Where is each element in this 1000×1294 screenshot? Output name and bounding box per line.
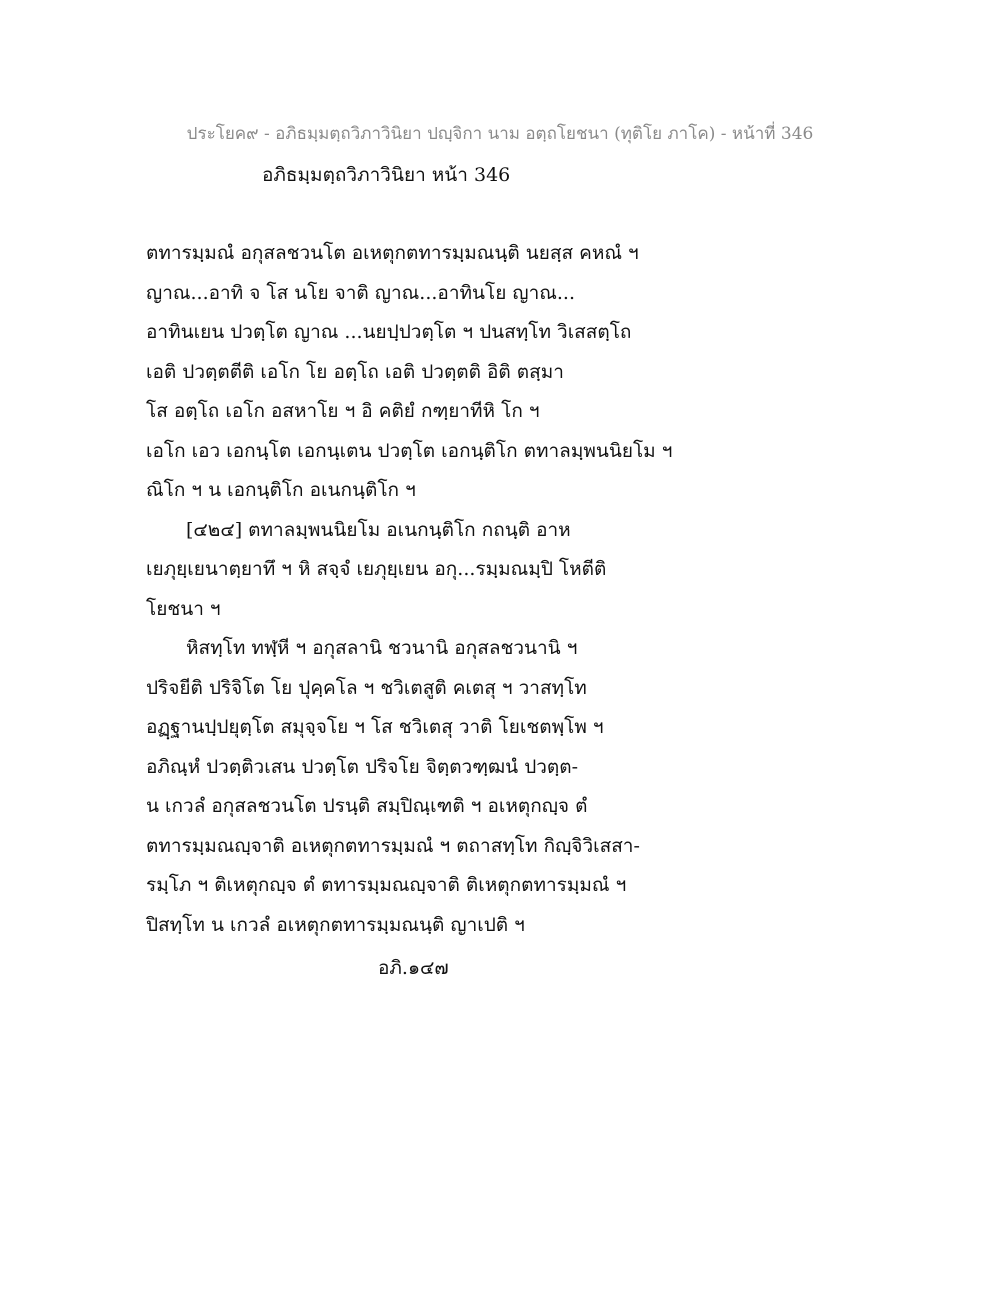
text-line: เยภุยฺเยนาตฺยาทึ ฯ หิ สจฺจํ เยภุยฺเยน อกุ...รมฺมณมฺปิ โหตีติ: [146, 558, 607, 580]
text-line: อภิณฺหํ ปวตฺติวเสน ปวตฺโต ปริจโย จิตฺตวฑฺฒนํ ปวตฺต-: [146, 755, 579, 778]
text-line: เอติ ปวตฺตตีติ เอโก โย อตฺโถ เอติ ปวตฺตติ อิติ ตสฺมา: [146, 360, 564, 383]
text-line: อาทินเยน ปวตฺโต ญาณ ...นยปฺปวตฺโต ฯ ปนสทฺโท วิเสสตฺโถ: [146, 321, 632, 343]
body-text: [146, 234, 866, 945]
text-line: โยชนา ฯ: [146, 597, 221, 620]
running-header: [0, 120, 1000, 147]
text-line: [๔๒๔] ตทาลมฺพนนิยโม อเนกนฺติโก กถนฺติ อาห: [186, 518, 571, 541]
text-line: หิสทฺโท ทฬฺหี ฯ อกุสลานิ ชวนานิ อกุสลชวนานิ ฯ: [186, 637, 578, 659]
text-line: ปริจยีติ ปริจิโต โย ปุคฺคโล ฯ ชวิเตสูติ คเตสุ ฯ วาสทฺโท: [146, 676, 587, 699]
text-line: ตทารมฺมณญฺจาติ อเหตุกตทารมฺมณํ ฯ ตถาสทฺโท กิญฺจิวิเสสา-: [146, 834, 640, 857]
text-line: โส อตฺโถ เอโก อสหาโย ฯ อิ คติยํ กฑฺยาทีหิ โก ฯ: [146, 400, 540, 422]
text-line: อฏฺฐานปฺปยุตฺโต สมุจฺจโย ฯ โส ชวิเตสุ วาติ โยเชตพฺโพ ฯ: [146, 716, 604, 738]
page-title: อภิธมฺมตฺถวิภาวินิยา หน้า 346: [262, 164, 511, 186]
page-footer-ref: อภิ.๑๔๗: [378, 957, 449, 979]
text-line: น เกวลํ อกุสลชวนโต ปรนฺติ สมฺปิณฺเฑติ ฯ อเหตุกญฺจ ตํ: [146, 795, 588, 817]
running-header-text: ประโยค๙ - อภิธมฺมตฺถวิภาวินิยา ปญฺจิกา นาม อตฺถโยชนา (ทุติโย ภาโค) - หน้าที่ 346: [186, 124, 814, 144]
text-line: ณิโก ฯ น เอกนฺติโก อเนกนฺติโก ฯ: [146, 479, 416, 501]
text-line: ตทารมฺมณํ อกุสลชวนโต อเหตุกตทารมฺมณนฺติ นยสฺส คหณํ ฯ: [146, 242, 639, 264]
text-line: ปิสทฺโท น เกวลํ อเหตุกตทารมฺมณนฺติ ญาเปติ ฯ: [146, 913, 525, 936]
text-line: ญาณ...อาทิ จ โส นโย จาติ ญาณ...อาทินโย ญาณ...: [146, 281, 575, 304]
text-line: เอโก เอว เอกนฺโต เอกนฺเตน ปวตฺโต เอกนฺติโก ตทาลมฺพนนิยโม ฯ: [146, 439, 673, 462]
text-line: รมฺโภ ฯ ติเหตุกญฺจ ตํ ตทารมฺมณญฺจาติ ติเหตุกตทารมฺมณํ ฯ: [146, 874, 627, 896]
